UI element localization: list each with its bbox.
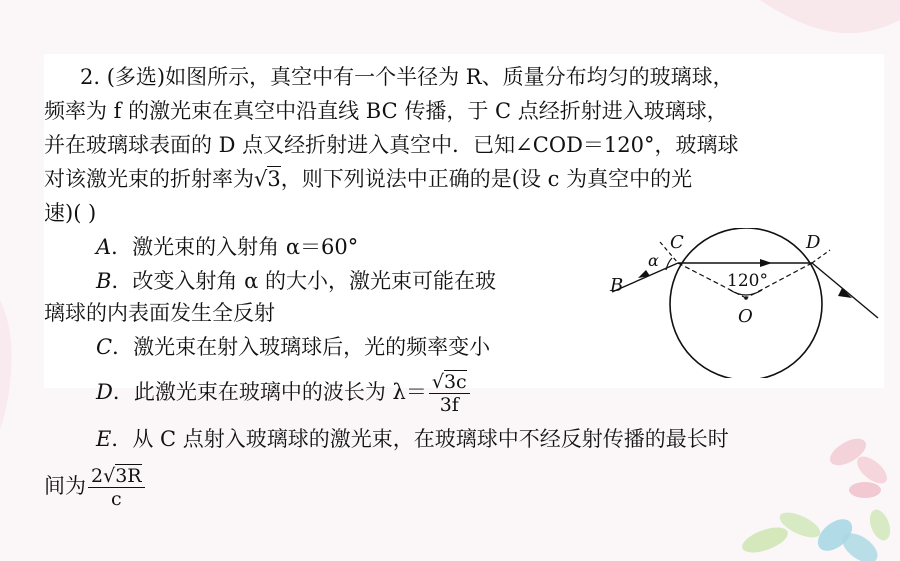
option-e-sqrt-sign: √	[103, 465, 116, 487]
emergent-arrow-icon	[838, 288, 852, 298]
glass-sphere-circle	[670, 228, 822, 378]
option-c	[96, 332, 490, 362]
label-o: O	[738, 306, 753, 327]
option-e-numerator	[88, 465, 145, 488]
option-d-sqrt-arg: 3c	[443, 371, 467, 393]
option-c-text: ．激光束在射入玻璃球后，光的频率变小	[112, 335, 491, 359]
sqrt-arg: 3	[267, 167, 281, 191]
option-d-label: D	[96, 380, 113, 404]
pink-wave-top	[760, 0, 900, 33]
option-b-line-1	[96, 266, 496, 296]
inner-arrow-icon	[760, 259, 772, 267]
option-d-denominator: 3f	[439, 394, 459, 416]
label-alpha: α	[648, 251, 659, 270]
center-o-point	[744, 296, 748, 300]
label-angle-120: 120°	[727, 271, 768, 291]
option-d-numerator	[429, 371, 470, 394]
option-e-fraction	[88, 465, 145, 510]
sqrt-3	[254, 164, 281, 194]
question-line-5: 速)( )	[44, 201, 97, 225]
label-d: D	[806, 232, 821, 253]
question-line-4	[44, 164, 692, 194]
question-line-4-post: ，则下列说法中正确的是(设 c 为真空中的光	[280, 167, 693, 191]
sqrt-sign: √	[254, 167, 268, 191]
option-e-text-1: ．从 C 点射入玻璃球的激光束，在玻璃球中不经反射传播的最长时	[111, 427, 729, 451]
question-line-1: 2. (多选)如图所示，真空中有一个半径为 R、质量分布均匀的玻璃球，	[80, 65, 734, 89]
question-line-2: 频率为 f 的激光束在真空中沿直线 BC 传播，于 C 点经折射进入玻璃球，	[44, 99, 728, 123]
option-b-text-1: ．改变入射角 α 的大小，激光束可能在玻	[111, 269, 496, 293]
option-c-label: C	[96, 335, 113, 359]
option-e-coef: 2	[91, 465, 104, 487]
option-e-text-2: 间为	[44, 474, 86, 498]
question-line-4-pre: 对该激光束的折射率为	[44, 167, 254, 191]
label-b: B	[610, 275, 624, 296]
option-d-sqrt-sign: √	[431, 371, 444, 393]
option-e-denominator: c	[110, 488, 122, 510]
option-d-fraction	[429, 371, 470, 416]
flower-decoration-icon	[739, 433, 894, 561]
label-c: C	[670, 232, 684, 253]
option-a-text: ．激光束的入射角 α＝60°	[111, 235, 359, 259]
option-e-line-2	[44, 462, 145, 510]
option-b-label: B	[96, 269, 112, 293]
option-e-sqrt-arg: 3R	[115, 465, 142, 487]
alpha-angle-arc	[666, 258, 672, 270]
option-a-label: A	[96, 235, 112, 259]
option-e-line-1	[96, 424, 729, 454]
option-d	[96, 368, 470, 416]
option-a	[96, 232, 358, 262]
glass-sphere-diagram	[600, 228, 890, 378]
option-b-line-2: 璃球的内表面发生全反射	[44, 301, 275, 325]
question-line-3: 并在玻璃球表面的 D 点又经折射进入真空中．已知∠COD＝120°，玻璃球	[44, 133, 739, 157]
option-d-text: ．此激光束在玻璃中的波长为 λ＝	[112, 380, 427, 404]
pink-wave-left	[0, 300, 12, 430]
option-e-label: E	[96, 427, 112, 451]
